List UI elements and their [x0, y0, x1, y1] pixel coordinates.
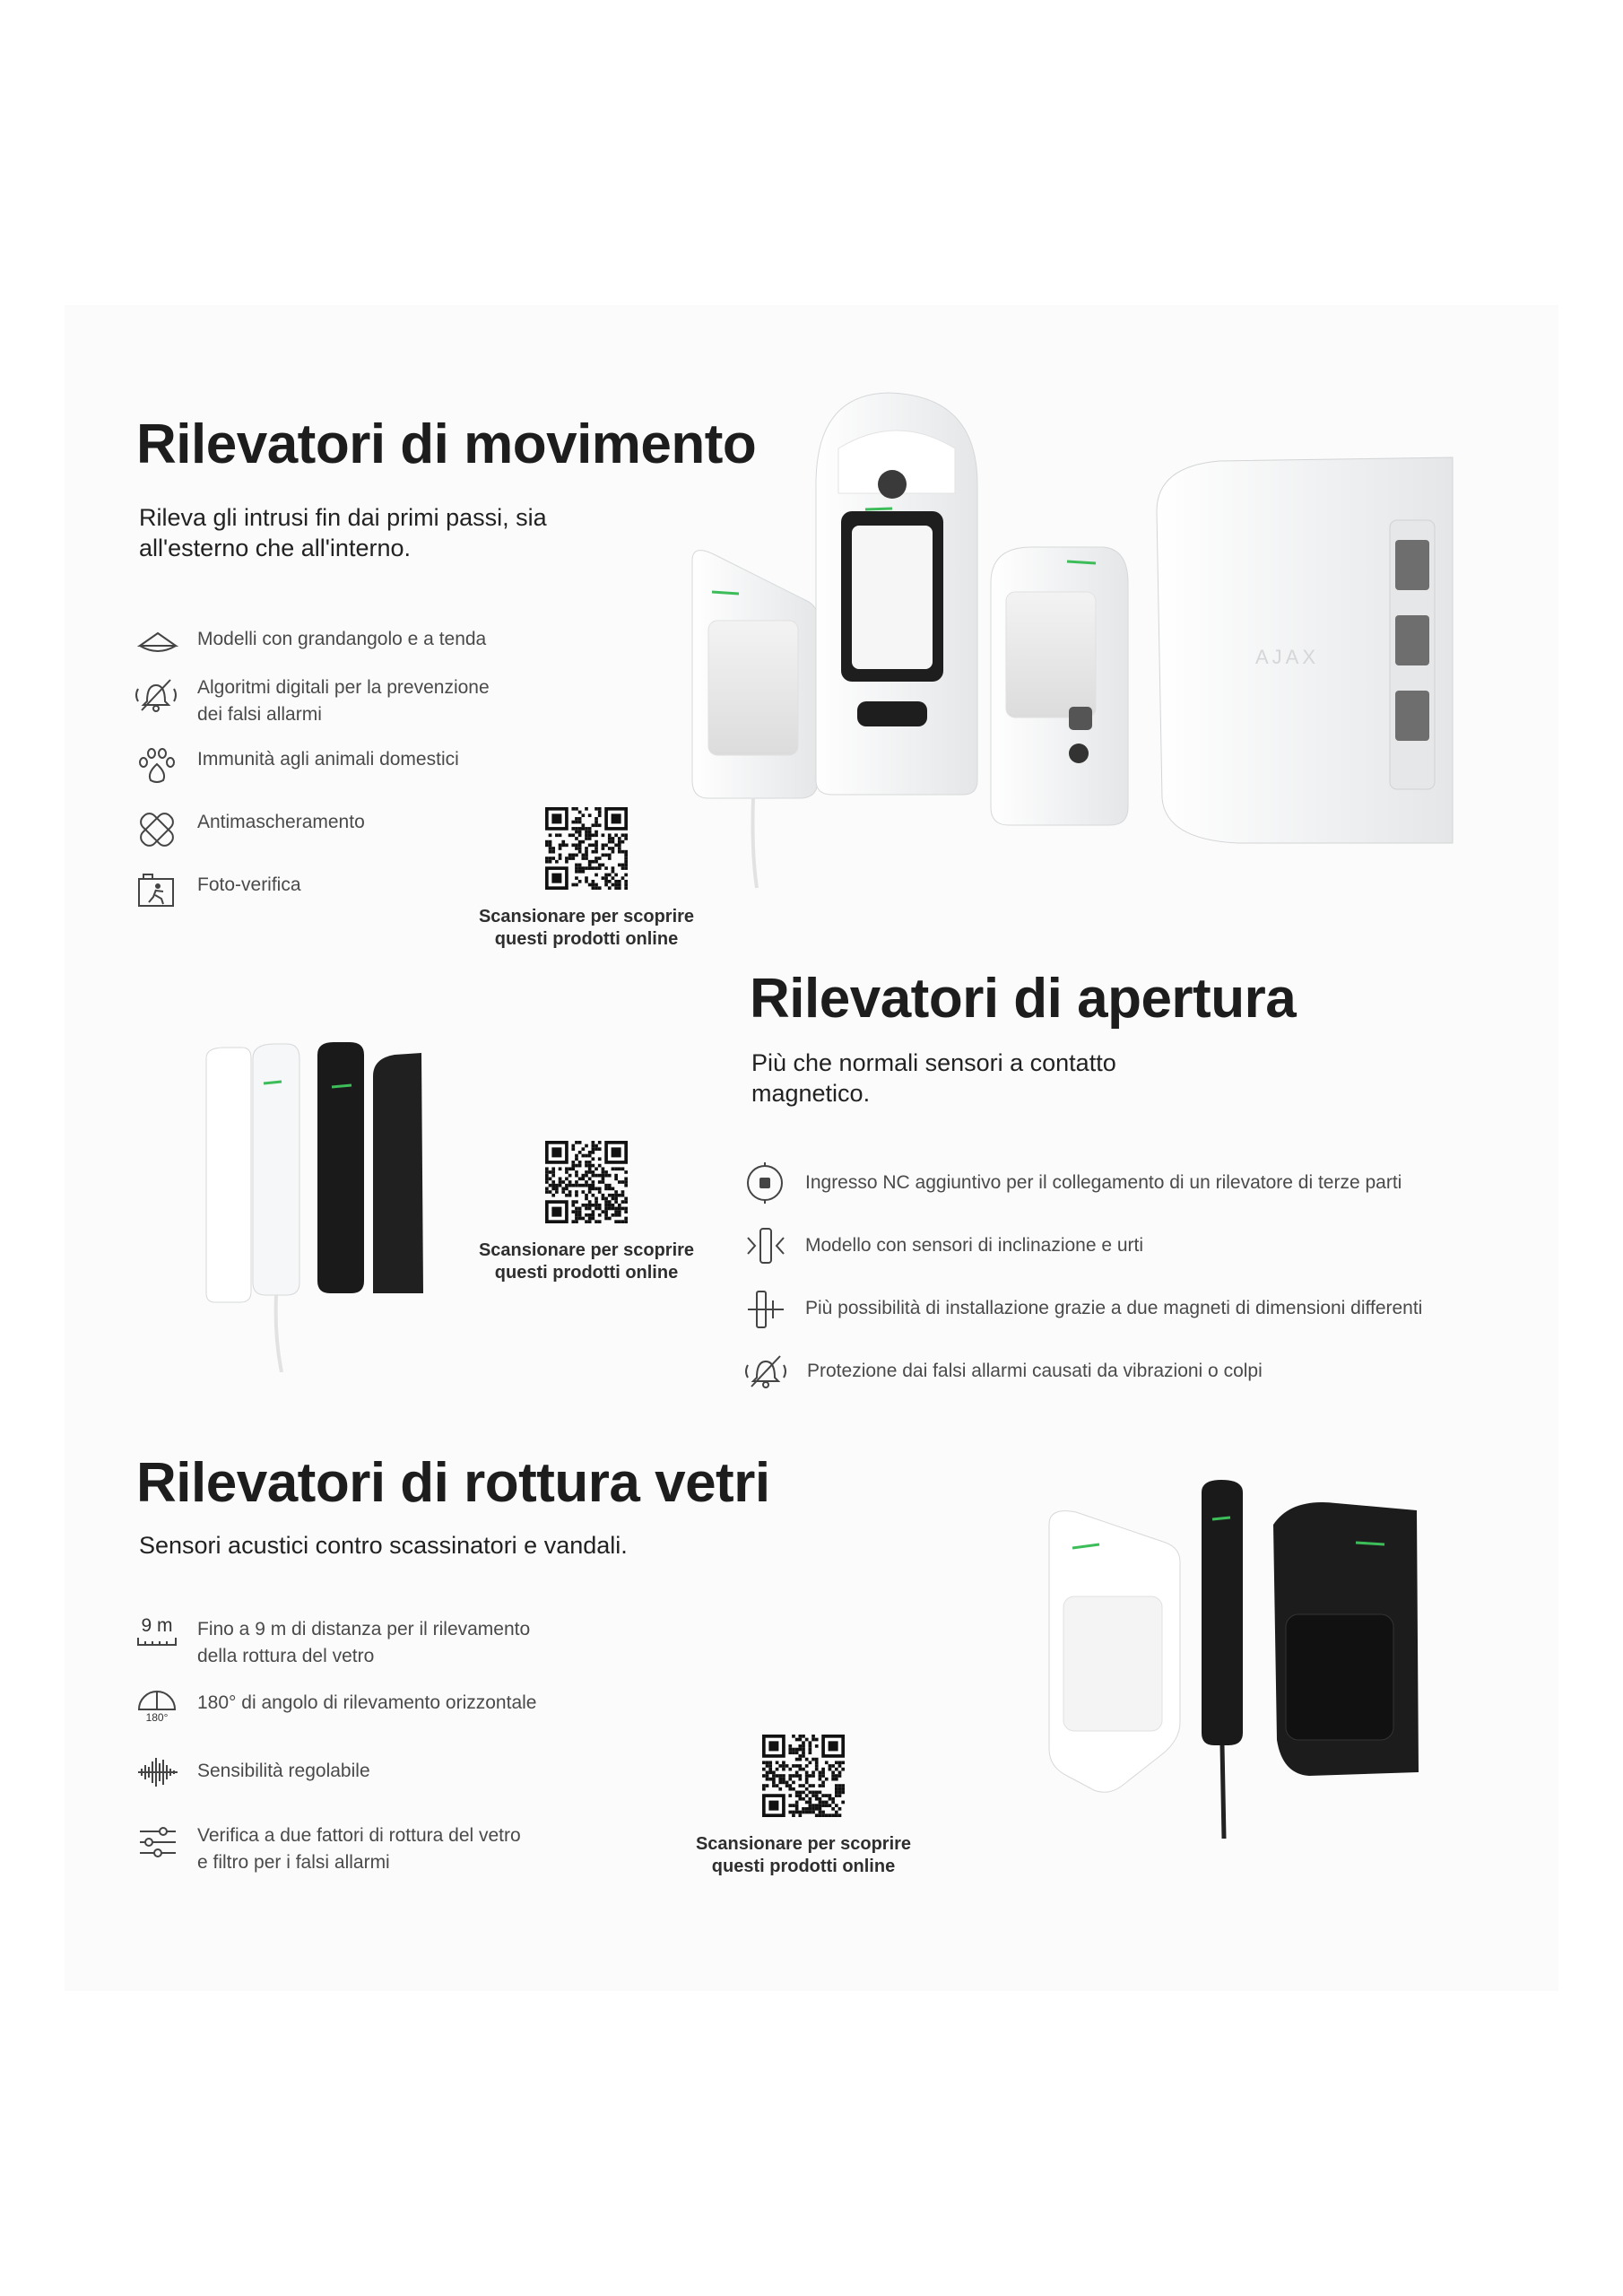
feature-text: 180° di angolo di rilevamento orizzontale	[197, 1692, 537, 1713]
motion-qr-caption: Scansionare per scoprire questi prodotti online	[478, 907, 695, 949]
feature-text: Immunità agli animali domestici	[197, 749, 459, 770]
feature-text: Modello con sensori di inclinazione e urti	[805, 1235, 1144, 1256]
motion-detectors-image	[681, 386, 1471, 897]
distance-icon-label: 9 m	[141, 1615, 173, 1636]
angle-icon	[136, 1686, 181, 1727]
opening-title: Rilevatori di apertura	[750, 968, 1297, 1030]
nc-input-icon	[744, 1162, 789, 1204]
motion-feature-5	[136, 872, 301, 913]
motion-qr-code[interactable]	[545, 807, 628, 890]
glass-qr-caption: Scansionare per scoprire questi prodotti online	[695, 1834, 912, 1876]
paw-icon	[136, 746, 181, 787]
false-alarm-icon	[741, 1351, 791, 1392]
glass-feature-3	[136, 1754, 370, 1796]
feature-text: Sensibilità regolabile	[197, 1761, 370, 1781]
motion-feature-3	[136, 746, 459, 787]
opening-qr-caption: Scansionare per scoprire questi prodotti online	[478, 1240, 695, 1283]
feature-text: Protezione dai falsi allarmi causati da vibrazioni o colpi	[807, 1361, 1263, 1381]
motion-subtitle: Rileva gli intrusi fin dai primi passi, sia all'esterno che all'interno.	[139, 504, 547, 561]
glass-subtitle: Sensori acustici contro scassinatori e vandali.	[139, 1532, 628, 1559]
false-alarm-icon	[131, 674, 181, 716]
opening-detectors-image	[188, 1040, 430, 1372]
wide-angle-icon	[136, 626, 181, 667]
photo-verification-icon	[136, 872, 181, 913]
glass-feature-4	[136, 1822, 521, 1876]
motion-title: Rilevatori di movimento	[136, 413, 757, 475]
distance-icon	[136, 1616, 181, 1657]
sliders-icon	[136, 1822, 181, 1864]
feature-text: Algoritmi digitali per la prevenzione dei falsi allarmi	[197, 677, 490, 725]
feature-text: Più possibilità di installazione grazie a due magneti di dimensioni differenti	[805, 1298, 1423, 1318]
feature-text: Antimascheramento	[197, 812, 365, 832]
opening-feature-4	[741, 1351, 1263, 1392]
opening-qr-code[interactable]	[545, 1141, 628, 1223]
angle-icon-label: 180°	[145, 1711, 169, 1724]
opening-feature-3	[744, 1288, 1422, 1329]
motion-feature-2	[131, 674, 490, 728]
glass-feature-1	[136, 1616, 530, 1670]
opening-feature-1	[744, 1162, 1402, 1204]
feature-text: Ingresso NC aggiuntivo per il collegamento di un rilevatore di terze parti	[805, 1172, 1402, 1193]
feature-text: Foto-verifica	[197, 874, 301, 895]
feature-text: Verifica a due fattori di rottura del vetro e filtro per i falsi allarmi	[197, 1825, 521, 1873]
glass-detectors-image	[1022, 1471, 1435, 1848]
sound-wave-icon	[136, 1754, 181, 1796]
feature-text: Modelli con grandangolo e a tenda	[197, 629, 487, 649]
magnets-icon	[744, 1288, 789, 1329]
motion-feature-4	[136, 809, 365, 850]
tilt-shock-icon	[744, 1225, 789, 1266]
glass-title: Rilevatori di rottura vetri	[136, 1452, 770, 1514]
anti-masking-icon	[136, 809, 181, 850]
svg-text:AJAX: AJAX	[1255, 646, 1320, 668]
glass-qr-code[interactable]	[762, 1735, 845, 1817]
feature-text: Fino a 9 m di distanza per il rilevamento della rottura del vetro	[197, 1619, 531, 1666]
opening-feature-2	[744, 1225, 1143, 1266]
motion-feature-1	[136, 626, 486, 667]
opening-subtitle: Più che normali sensori a contatto magnetico.	[751, 1049, 1116, 1107]
glass-feature-2	[136, 1686, 536, 1727]
